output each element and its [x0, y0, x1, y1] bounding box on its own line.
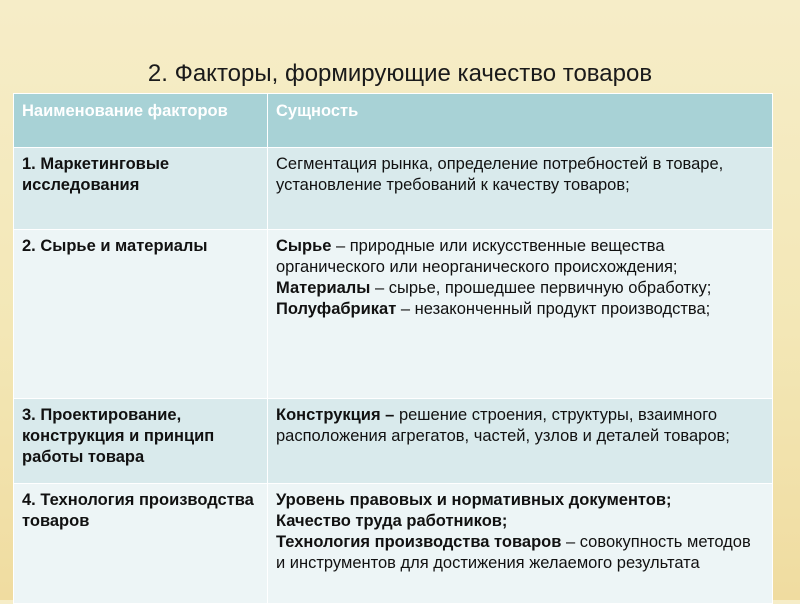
essence-term: Материалы: [276, 279, 371, 297]
essence-term: Уровень правовых и нормативных документов;: [276, 491, 672, 509]
essence-desc: – сырье, прошедшее первичную обработку;: [370, 279, 712, 297]
essence-desc: – природные или искусственные вещества органического или неорганического происхождения;: [276, 237, 678, 276]
header-essence: Сущность: [268, 94, 773, 148]
essence-item: [276, 299, 764, 320]
essence-term: Технология производства товаров: [276, 533, 562, 551]
essence-item: [276, 490, 764, 511]
factor-cell: 3. Проектирование, конструкция и принцип работы товара: [14, 399, 268, 484]
factor-cell: 2. Сырье и материалы: [14, 230, 268, 399]
table-header-row: [14, 94, 773, 148]
essence-item: [276, 405, 764, 447]
table-row: [14, 484, 773, 604]
essence-item: [276, 532, 764, 574]
essence-desc: – незаконченный продукт производства;: [396, 300, 711, 318]
table-row: [14, 230, 773, 399]
essence-desc: решение строения, структуры, взаимного расположения агрегатов, частей, узлов и деталей товаров;: [276, 406, 730, 445]
header-factor-name: Наименование факторов: [14, 94, 268, 148]
factor-cell: 4. Технология производства товаров: [14, 484, 268, 604]
essence-item: [276, 236, 764, 278]
factors-table: [13, 93, 773, 604]
essence-cell: [268, 399, 773, 484]
essence-term: Сырье: [276, 237, 332, 255]
slide-title: 2. Факторы, формирующие качество товаров: [147, 60, 653, 87]
essence-cell: Сегментация рынка, определение потребностей в товаре, установление требований к качеству товаров;: [268, 148, 773, 230]
essence-desc: – совокупность методов и инструментов для достижения желаемого результата: [276, 533, 751, 572]
essence-item: [276, 511, 764, 532]
essence-term: Конструкция –: [276, 406, 395, 424]
essence-cell: [268, 230, 773, 399]
essence-term: Качество труда работников;: [276, 512, 508, 530]
table-row: [14, 399, 773, 484]
essence-term: Полуфабрикат: [276, 300, 397, 318]
factor-cell: 1. Маркетинговые исследования: [14, 148, 268, 230]
table-row: [14, 148, 773, 230]
essence-item: [276, 278, 764, 299]
essence-cell: [268, 484, 773, 604]
